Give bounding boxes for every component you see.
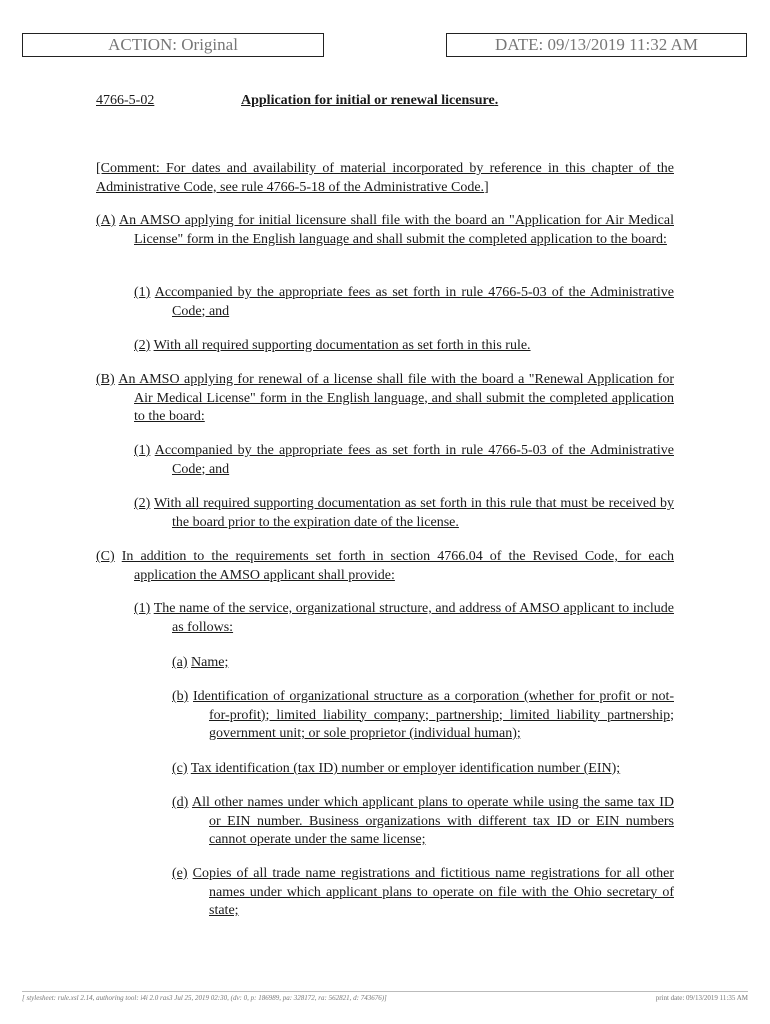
footer-print-date: print date: 09/13/2019 11:35 AM (655, 994, 748, 1002)
paragraph-a (96, 212, 674, 249)
paragraph-c1e (172, 865, 674, 921)
date-box (446, 33, 747, 57)
comment-paragraph: [Comment: For dates and availability of material incorporated by reference in this chapter of the Administrative Code, see rule 4766-5-18 of the Administrative Code.] (96, 161, 674, 195)
item-label: (e) (172, 866, 188, 881)
rule-title-period: . (494, 93, 499, 108)
item-text: With all required supporting documentation as set forth in this rule that must be received by the board prior to the expiration date of the license. (154, 496, 675, 530)
item-label: (B) (96, 372, 115, 387)
item-label: (C) (96, 549, 115, 564)
item-text: The name of the service, organizational structure, and address of AMSO applicant to include as follows: (153, 601, 675, 635)
item-text: In addition to the requirements set forth in section 4766.04 of the Revised Code, for each application the AMSO applicant shall provide: (121, 549, 674, 583)
paragraph-a1 (134, 284, 674, 321)
item-text: Identification of organizational structure as a corporation (whether for profit or not-for-profit); limited liability company; partnership; limited liability partnership; government unit; or sole proprietor (individual human); (193, 689, 674, 741)
item-label: (d) (172, 795, 189, 810)
item-text: Name; (191, 655, 229, 670)
paragraph-c (96, 548, 674, 585)
item-label: (2) (134, 496, 151, 511)
item-text: All other names under which applicant plans to operate while using the same tax ID or EIN number. Business organizations with different tax ID or EIN numbers cannot operate under the same license; (191, 795, 674, 847)
rule-heading (96, 92, 676, 110)
item-text: Copies of all trade name registrations and fictitious name registrations for all other names under which applicant plans to operate on file with the Ohio secretary of state; (192, 866, 674, 918)
item-text: Accompanied by the appropriate fees as set forth in rule 4766-5-03 of the Administrative Code; and (154, 285, 674, 319)
item-label: (1) (134, 443, 151, 458)
item-label: (c) (172, 761, 188, 776)
paragraph-c1d (172, 794, 674, 850)
footer-stylesheet-info: [ stylesheet: rule.xsl 2.14, authoring tool: i4i 2.0 ras3 Jul 25, 2019 02:30, (dv: 0, p: 186989, pa: 328172, ra: 562821, d: 743676)] (22, 994, 387, 1002)
item-text: An AMSO applying for renewal of a license shall file with the board a "Renewal Application for Air Medical License" form in the English language, and shall submit the completed application to the board: (118, 372, 674, 424)
date-label: DATE: 09/13/2019 11:32 AM (495, 35, 698, 54)
item-label: (b) (172, 689, 189, 704)
item-label: (2) (134, 338, 151, 353)
item-label: (1) (134, 285, 151, 300)
rule-title: Application for initial or renewal licensure (241, 93, 495, 108)
paragraph-a2 (134, 337, 674, 356)
paragraph-b1 (134, 442, 674, 479)
paragraph-b (96, 371, 674, 427)
paragraph-c1b (172, 688, 674, 744)
rule-title-wrap (241, 92, 498, 110)
item-label: (A) (96, 213, 116, 228)
item-label: (1) (134, 601, 151, 616)
item-text: An AMSO applying for initial licensure shall file with the board an "Application for Air Medical License" form in the English language and shall submit the completed application to the board: (119, 213, 674, 247)
action-box (22, 33, 324, 57)
paragraph-c1a (172, 654, 674, 673)
item-label: (a) (172, 655, 188, 670)
paragraph-b2 (134, 495, 674, 532)
item-text: Tax identification (tax ID) number or employer identification number (EIN); (190, 761, 621, 776)
paragraph-c1 (134, 600, 674, 637)
item-text: Accompanied by the appropriate fees as set forth in rule 4766-5-03 of the Administrative Code; and (154, 443, 674, 477)
footer-divider (22, 991, 748, 992)
item-text: With all required supporting documentation as set forth in this rule. (153, 338, 531, 353)
rule-number: 4766-5-02 (96, 93, 155, 108)
action-label: ACTION: Original (108, 35, 238, 54)
paragraph-c1c (172, 760, 674, 779)
